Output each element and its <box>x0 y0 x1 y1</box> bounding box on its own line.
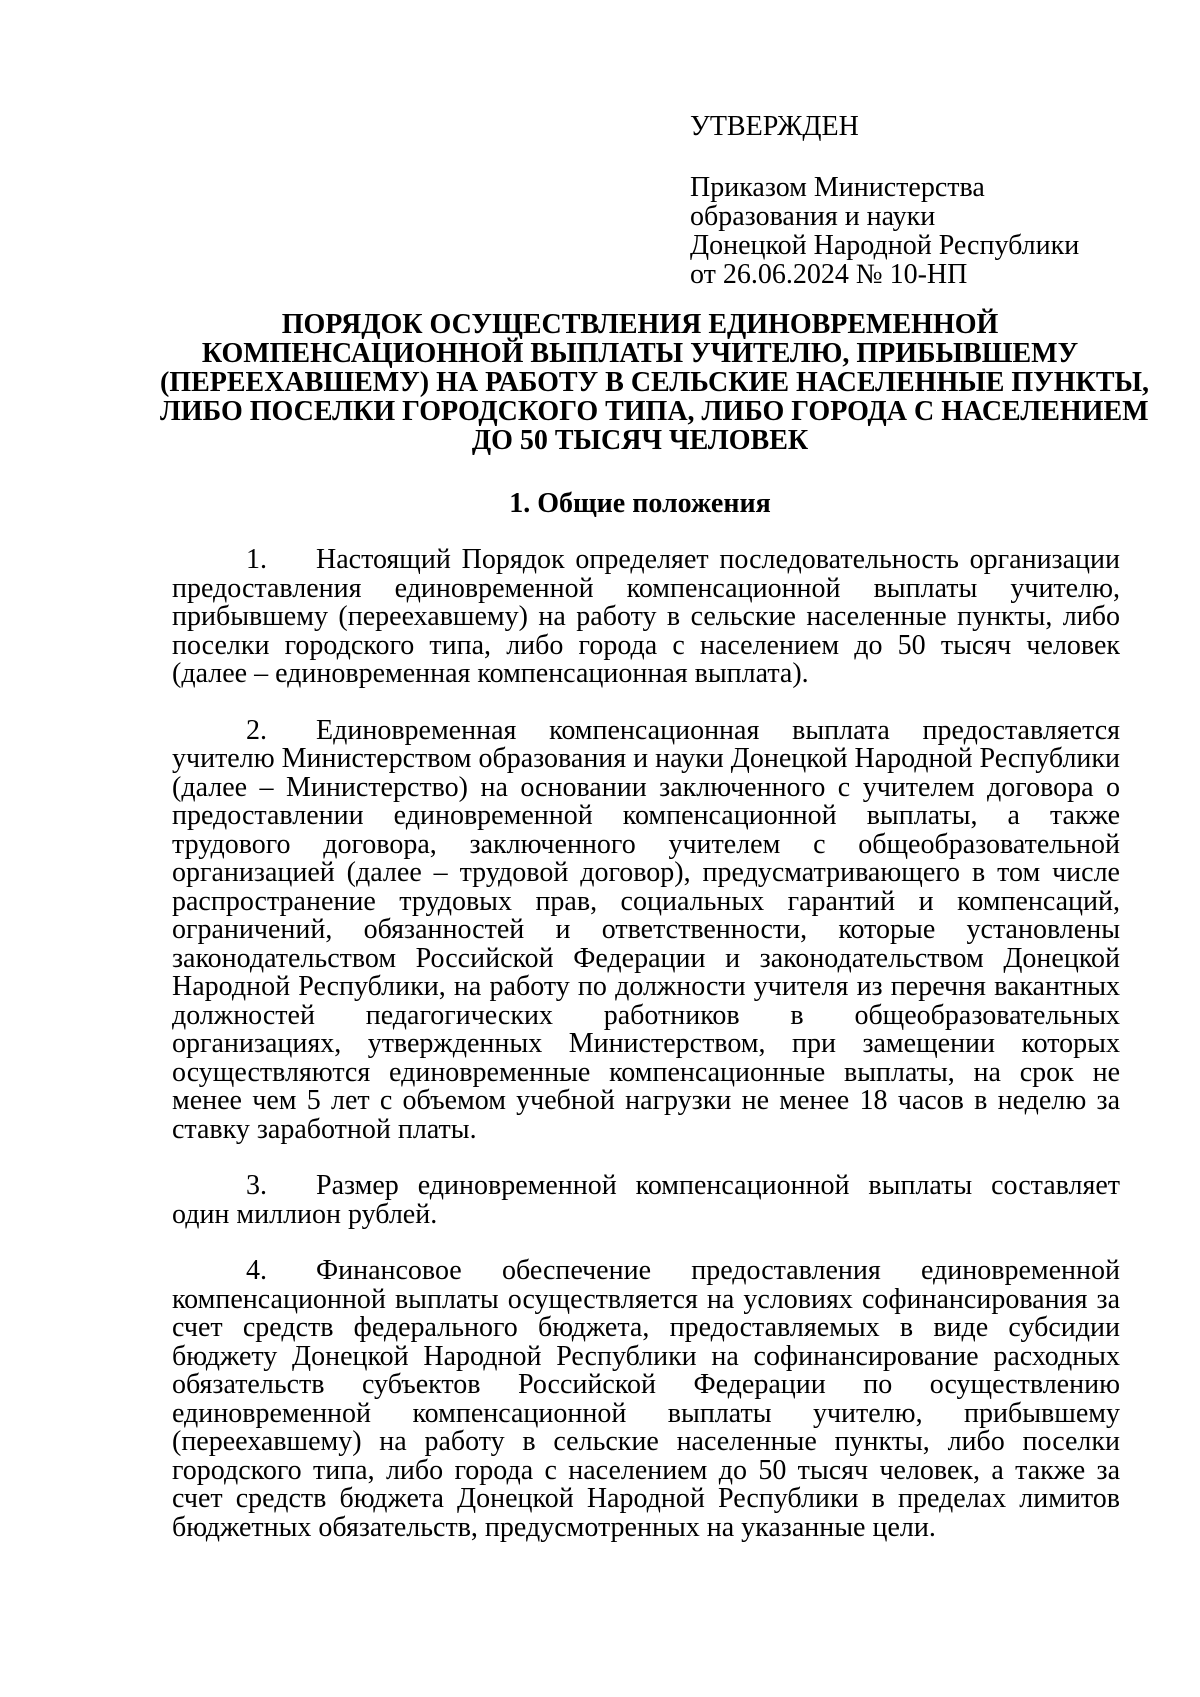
paragraph-text: Настоящий Порядок определяет последовательность организации предоставления единовременной компенсационной выплаты учителю, прибывшему (переехавшему) на работу в сельские населенные пункты, либо поселки городского типа, либо города с населением до 50 тысяч человек (далее – единовременная компенсационная выплата). <box>172 544 1120 689</box>
paragraph-number: 2. <box>246 714 267 746</box>
document-title-line: ДО 50 ТЫСЯЧ ЧЕЛОВЕК <box>471 425 809 456</box>
paragraph-1 <box>172 546 1120 689</box>
document-title-line: (ПЕРЕЕХАВШЕМУ) НА РАБОТУ В СЕЛЬСКИЕ НАСЕЛЕННЫЕ ПУНКТЫ, <box>160 367 1149 398</box>
approval-line: Приказом Министерства <box>690 172 985 203</box>
approval-order-date-number: от 26.06.2024 № 10-НП <box>690 259 968 290</box>
paragraph-number: 4. <box>246 1255 267 1286</box>
section-heading: 1. Общие положения <box>509 488 771 519</box>
document-body <box>172 546 1120 1570</box>
paragraph-3 <box>172 1172 1120 1229</box>
approval-line: Донецкой Народной Республики <box>690 230 1080 261</box>
approval-title: УТВЕРЖДЕН <box>690 111 859 142</box>
document-title-line: КОМПЕНСАЦИОННОЙ ВЫПЛАТЫ УЧИТЕЛЮ, ПРИБЫВШЕМУ <box>201 338 1079 369</box>
paragraph-2 <box>172 714 1120 1145</box>
paragraph-4 <box>172 1257 1120 1542</box>
paragraph-number: 3. <box>246 1170 267 1201</box>
paragraph-number: 1. <box>246 544 267 575</box>
paragraph-text: Размер единовременной компенсационной выплаты составляет один миллион рублей. <box>172 1170 1120 1230</box>
approval-line: образования и науки <box>690 201 936 232</box>
document-title-line: ЛИБО ПОСЕЛКИ ГОРОДСКОГО ТИПА, ЛИБО ГОРОДА С НАСЕЛЕНИЕМ <box>160 396 1149 427</box>
paragraph-text: Единовременная компенсационная выплата предоставляется учителю Министерством образования и науки Донецкой Народной Республики (далее – Министерство) на основании заключенного с учителем договора о предоставлении единовременной компенсационной выплаты, а также трудового договора, заключенного учителем с общеобразовательной организацией (далее – трудовой договор), предусматривающего в том числе распространение трудовых прав, социальных гарантий и компенсаций, ограничений, обязанностей и ответственности, которые установлены законодательством Российской Федерации и законодательством Донецкой Народной Республики, на работу по должности учителя из перечня вакантных должностей педагогических работников в общеобразовательных организациях, утвержденных Министерством, при замещении которых осуществляются единовременные компенсационные выплаты, на срок не менее чем 5 лет с объемом учебной нагрузки не менее 18 часов в неделю за ставку заработной платы. <box>172 714 1120 1145</box>
document-title <box>160 309 1149 456</box>
approval-block <box>690 112 1160 289</box>
paragraph-text: Финансовое обеспечение предоставления единовременной компенсационной выплаты осуществляется на условиях софинансирования за счет средств федерального бюджета, предоставляемых в виде субсидии бюджету Донецкой Народной Республики на софинансирование расходных обязательств субъектов Российской Федерации по осуществлению единовременной компенсационной выплаты учителю, прибывшему (переехавшему) на работу в сельские населенные пункты, либо поселки городского типа, либо города с населением до 50 тысяч человек, а также за счет средств бюджета Донецкой Народной Республики в пределах лимитов бюджетных обязательств, предусмотренных на указанные цели. <box>172 1255 1120 1543</box>
document-title-line: ПОРЯДОК ОСУЩЕСТВЛЕНИЯ ЕДИНОВРЕМЕННОЙ <box>281 309 999 340</box>
